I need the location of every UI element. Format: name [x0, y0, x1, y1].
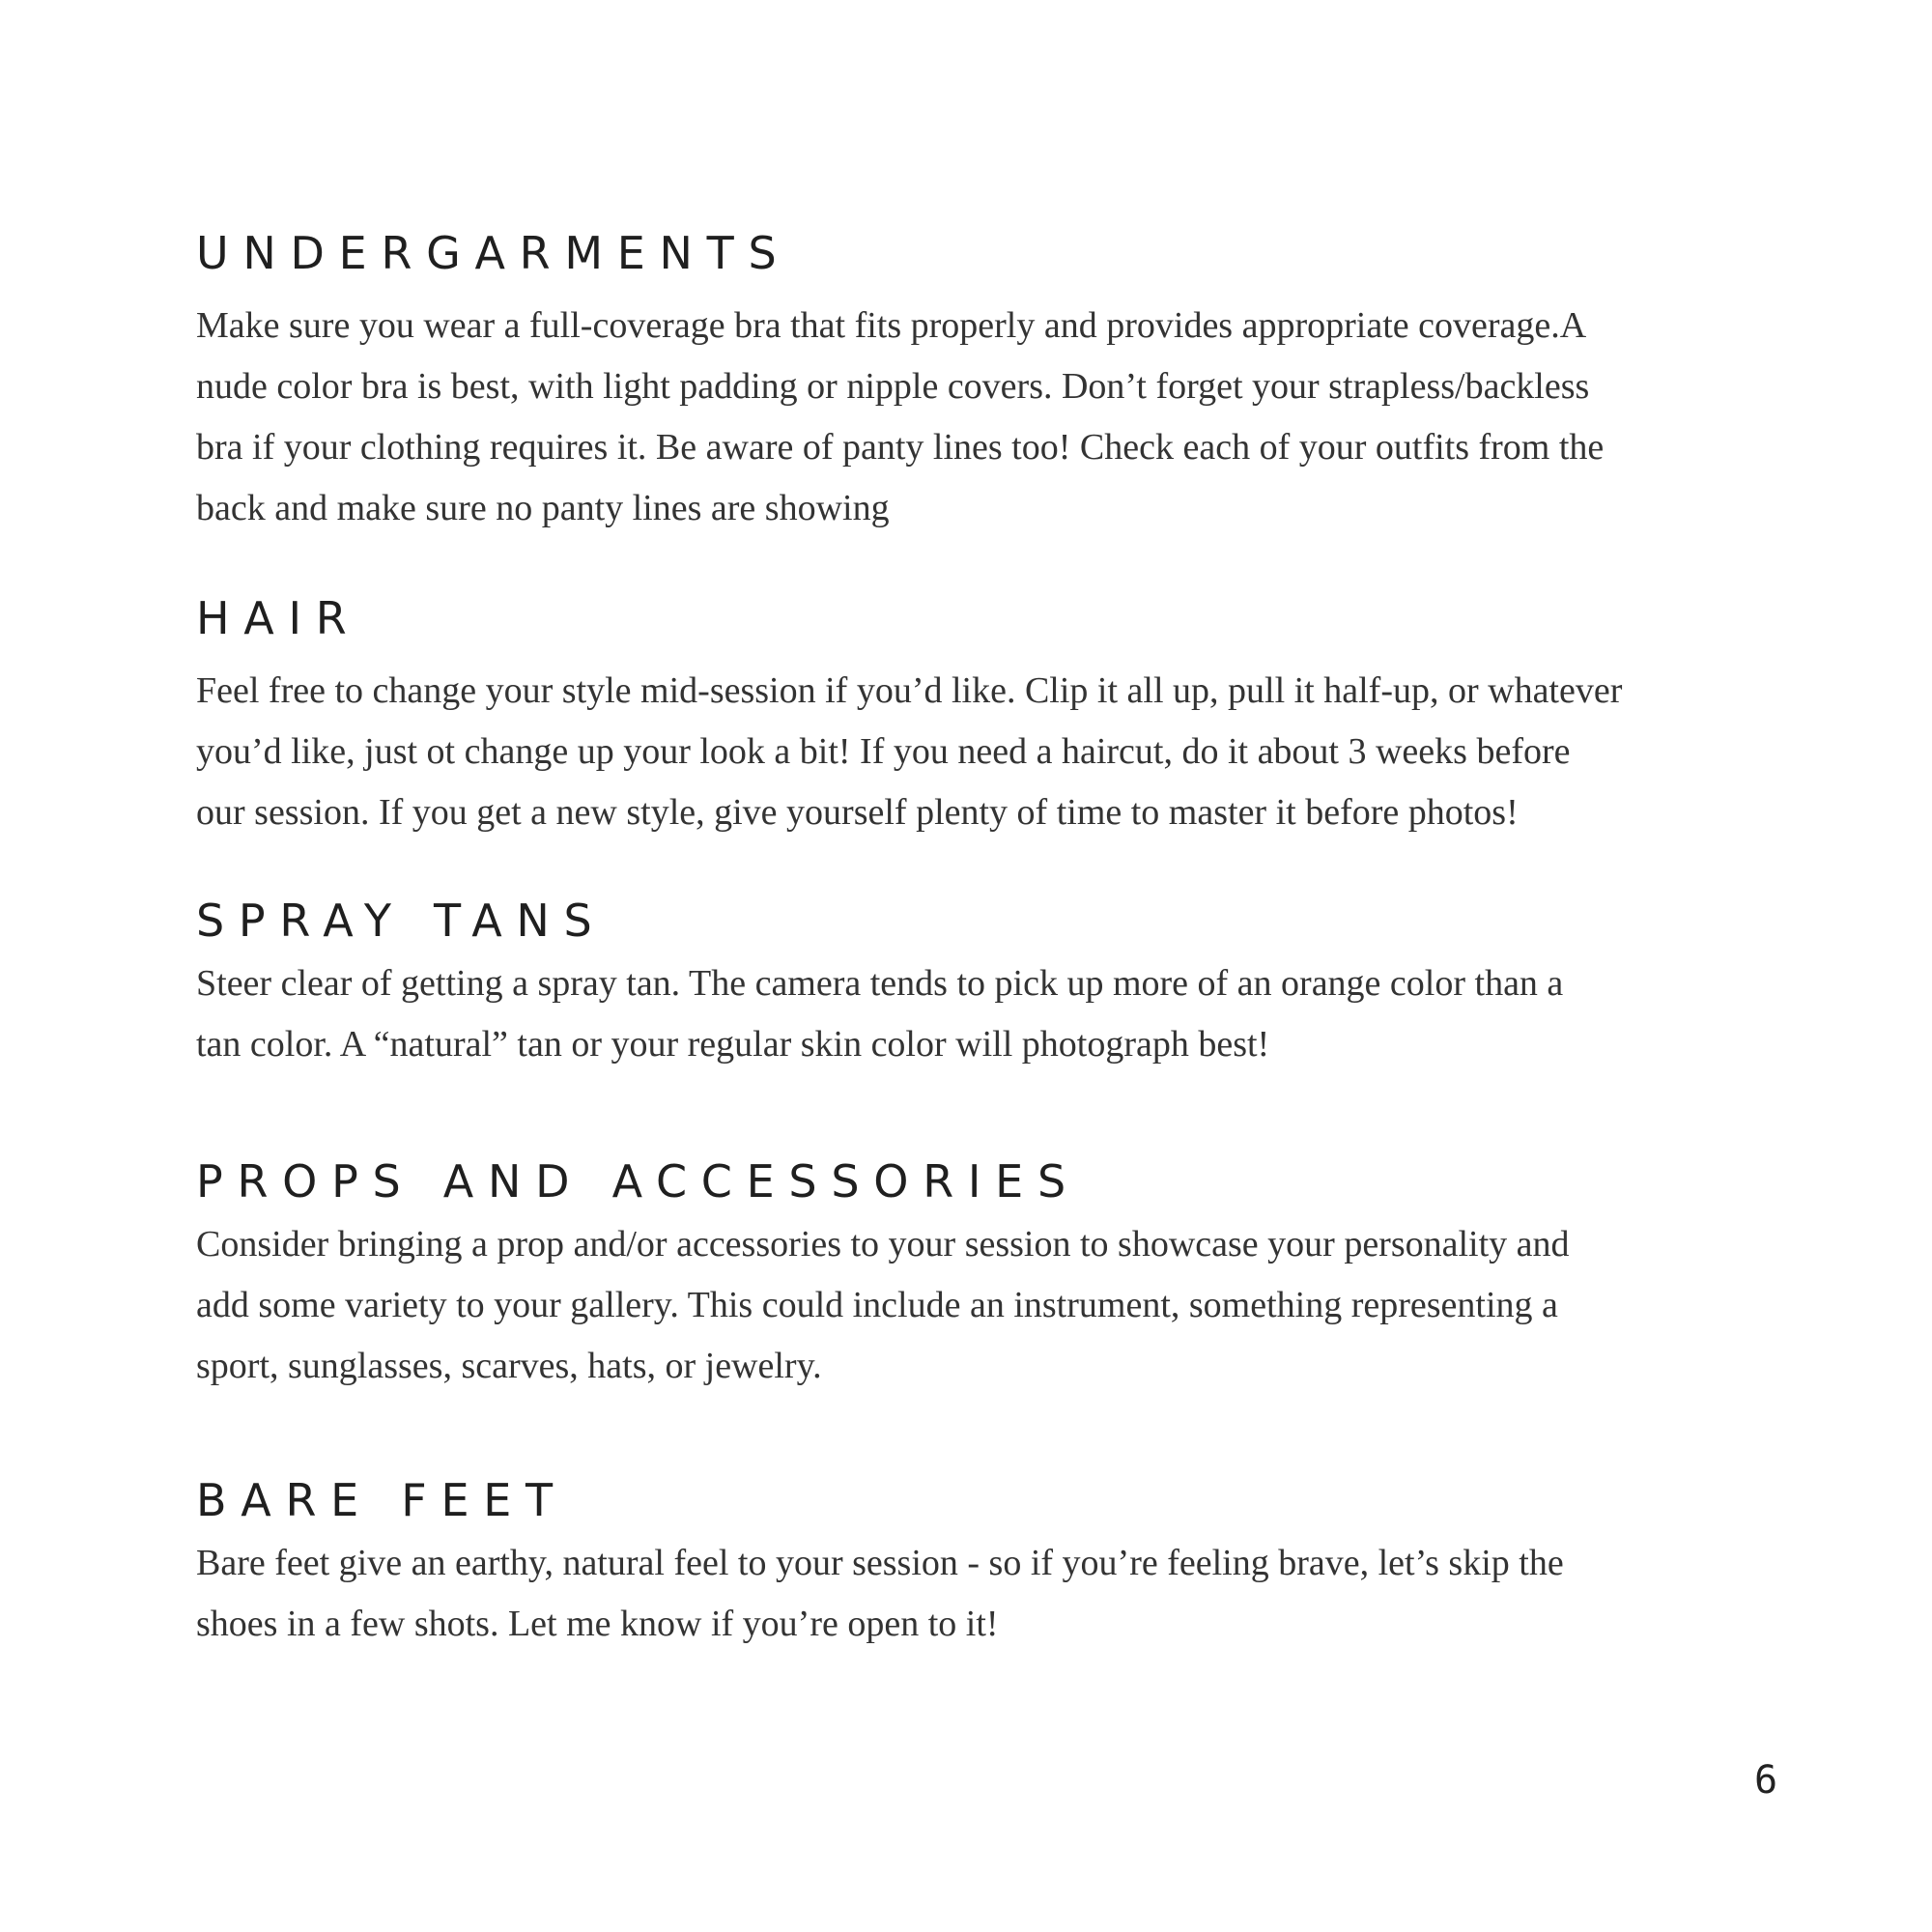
section-body-hair [196, 661, 1742, 843]
text-line: shoes in a few shots. Let me know if you’re open to it! [196, 1604, 999, 1644]
section-undergarments [196, 226, 1742, 539]
text-line: Feel free to change your style mid-session if you’d like. Clip it all up, pull it half-up, or whatever [196, 670, 1623, 711]
text-line: Consider bringing a prop and/or accessories to your session to showcase your personality and [196, 1224, 1570, 1264]
section-spray-tans [196, 894, 1742, 1075]
section-hair [196, 591, 1742, 843]
text-line: Steer clear of getting a spray tan. The camera tends to pick up more of an orange color than a [196, 963, 1564, 1004]
section-props-and-accessories [196, 1154, 1742, 1397]
text-line: back and make sure no panty lines are showing [196, 488, 890, 528]
section-heading-hair: HAIR [196, 592, 361, 644]
section-body-spray-tans [196, 953, 1742, 1075]
text-line: add some variety to your gallery. This could include an instrument, something representing a [196, 1285, 1558, 1325]
section-body-props-and-accessories [196, 1214, 1742, 1397]
text-line: Bare feet give an earthy, natural feel to your session - so if you’re feeling brave, let’s skip the [196, 1543, 1564, 1583]
text-line: our session. If you get a new style, give yourself plenty of time to master it before photos! [196, 792, 1519, 833]
section-heading-bare-feet: BARE FEET [196, 1474, 567, 1526]
section-body-undergarments [196, 296, 1742, 539]
page-number: 6 [1754, 1758, 1778, 1803]
section-body-bare-feet [196, 1533, 1742, 1655]
text-line: nude color bra is best, with light padding or nipple covers. Don’t forget your strapless/backless [196, 366, 1590, 407]
text-line: bra if your clothing requires it. Be aware of panty lines too! Check each of your outfits from the [196, 427, 1605, 468]
section-heading-props-and-accessories: PROPS AND ACCESSORIES [196, 1155, 1080, 1208]
text-line: Make sure you wear a full-coverage bra that fits properly and provides appropriate coverage.A [196, 305, 1587, 346]
text-line: you’d like, just ot change up your look a bit! If you need a haircut, do it about 3 weeks before [196, 731, 1571, 772]
text-line: sport, sunglasses, scarves, hats, or jewelry. [196, 1346, 822, 1386]
section-heading-spray-tans: SPRAY TANS [196, 895, 607, 947]
section-heading-undergarments: UNDERGARMENTS [196, 227, 791, 279]
section-bare-feet [196, 1473, 1742, 1655]
text-line: tan color. A “natural” tan or your regular skin color will photograph best! [196, 1024, 1270, 1065]
